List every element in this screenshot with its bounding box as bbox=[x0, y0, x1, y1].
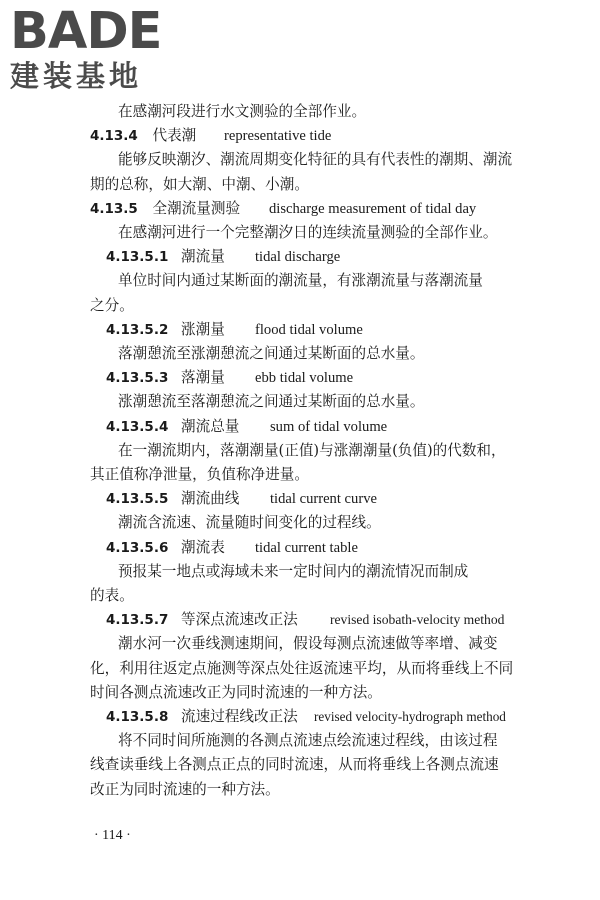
body-line: 期的总称，如大潮、中潮、小潮。 bbox=[90, 176, 309, 193]
body-line: 涨潮憩流至落潮憩流之间通过某断面的总水量。 bbox=[118, 393, 425, 410]
term-english: discharge measurement of tidal day bbox=[269, 201, 477, 217]
term-chinese: 涨潮量 bbox=[181, 321, 225, 338]
bade-logo bbox=[10, 2, 175, 93]
term-chinese: 全潮流量测验 bbox=[152, 200, 241, 217]
body-line: 在一潮流期内，落潮潮量(正值)与涨潮潮量(负值)的代数和， bbox=[118, 442, 506, 459]
term-entry bbox=[106, 489, 377, 509]
term-chinese: 代表潮 bbox=[152, 127, 197, 144]
body-line: 化，利用往返定点施测等深点处往返流速平均，从而将垂线上不同 bbox=[90, 660, 514, 677]
term-chinese: 等深点流速改正法 bbox=[181, 611, 298, 628]
term-entry bbox=[106, 417, 388, 437]
term-english: representative tide bbox=[224, 128, 332, 144]
term-english: revised velocity-hydrograph method bbox=[314, 709, 506, 724]
logo-brand: BADE bbox=[10, 2, 162, 61]
term-entry bbox=[106, 707, 506, 727]
term-english: tidal current table bbox=[255, 540, 358, 556]
term-chinese: 流速过程线改正法 bbox=[181, 708, 298, 725]
term-english: tidal discharge bbox=[255, 249, 341, 265]
term-number: 4.13.5 bbox=[90, 201, 138, 217]
body-line: 在感潮河进行一个完整潮汐日的连续流量测验的全部作业。 bbox=[118, 224, 498, 241]
term-number: 4.13.5.2 bbox=[106, 322, 169, 338]
body-line: 其正值称净泄量，负值称净进量。 bbox=[90, 466, 309, 483]
body-line: 预报某一地点或海域未来一定时间内的潮流情况而制成 bbox=[118, 563, 469, 580]
term-english: ebb tidal volume bbox=[255, 370, 354, 386]
term-number: 4.13.5.1 bbox=[106, 249, 169, 265]
term-english: flood tidal volume bbox=[255, 322, 363, 338]
body-line: 线查读垂线上各测点正点的同时流速，从而将垂线上各测点流速 bbox=[90, 756, 499, 773]
term-english: tidal current curve bbox=[270, 491, 377, 507]
term-entry bbox=[106, 538, 358, 558]
body-line: 潮流含流速、流量随时间变化的过程线。 bbox=[118, 514, 381, 531]
body-line: 单位时间内通过某断面的潮流量，有涨潮流量与落潮流量 bbox=[118, 272, 483, 289]
term-english: sum of tidal volume bbox=[270, 419, 388, 435]
term-chinese: 潮流曲线 bbox=[181, 490, 240, 507]
term-english: revised isobath-velocity method bbox=[330, 612, 505, 627]
body-line: 在感潮河段进行水文测验的全部作业。 bbox=[118, 103, 367, 120]
term-number: 4.13.5.3 bbox=[106, 370, 169, 386]
term-chinese: 潮流量 bbox=[181, 248, 225, 265]
page-number: · 114 · bbox=[94, 828, 131, 843]
term-chinese: 潮流总量 bbox=[181, 418, 240, 435]
logo-subtitle: 建装基地 bbox=[10, 59, 143, 93]
body-line: 将不同时间所施测的各测点流速点绘流速过程线，由该过程 bbox=[118, 732, 498, 749]
term-number: 4.13.4 bbox=[90, 128, 138, 144]
body-line: 潮水河一次垂线测速期间，假设每测点流速做等率增、减变 bbox=[118, 635, 498, 652]
body-line: 落潮憩流至涨潮憩流之间通过某断面的总水量。 bbox=[118, 345, 425, 362]
term-number: 4.13.5.5 bbox=[106, 491, 169, 507]
term-number: 4.13.5.7 bbox=[106, 612, 169, 628]
body-line: 改正为同时流速的一种方法。 bbox=[90, 781, 280, 798]
body-line: 之分。 bbox=[90, 297, 134, 314]
term-number: 4.13.5.4 bbox=[106, 419, 169, 435]
term-entry bbox=[106, 368, 354, 388]
body-line: 时间各测点流速改正为同时流速的一种方法。 bbox=[90, 684, 382, 701]
body-line: 能够反映潮汐、潮流周期变化特征的具有代表性的潮期、潮流 bbox=[118, 151, 513, 168]
term-entry bbox=[106, 247, 341, 267]
term-entry bbox=[106, 610, 505, 630]
body-line: 的表。 bbox=[90, 587, 134, 604]
term-number: 4.13.5.6 bbox=[106, 540, 169, 556]
term-entry bbox=[106, 320, 363, 340]
term-number: 4.13.5.8 bbox=[106, 709, 169, 725]
term-entry bbox=[90, 126, 332, 146]
term-chinese: 潮流表 bbox=[181, 539, 225, 556]
term-chinese: 落潮量 bbox=[181, 369, 225, 386]
term-entry bbox=[90, 199, 477, 219]
